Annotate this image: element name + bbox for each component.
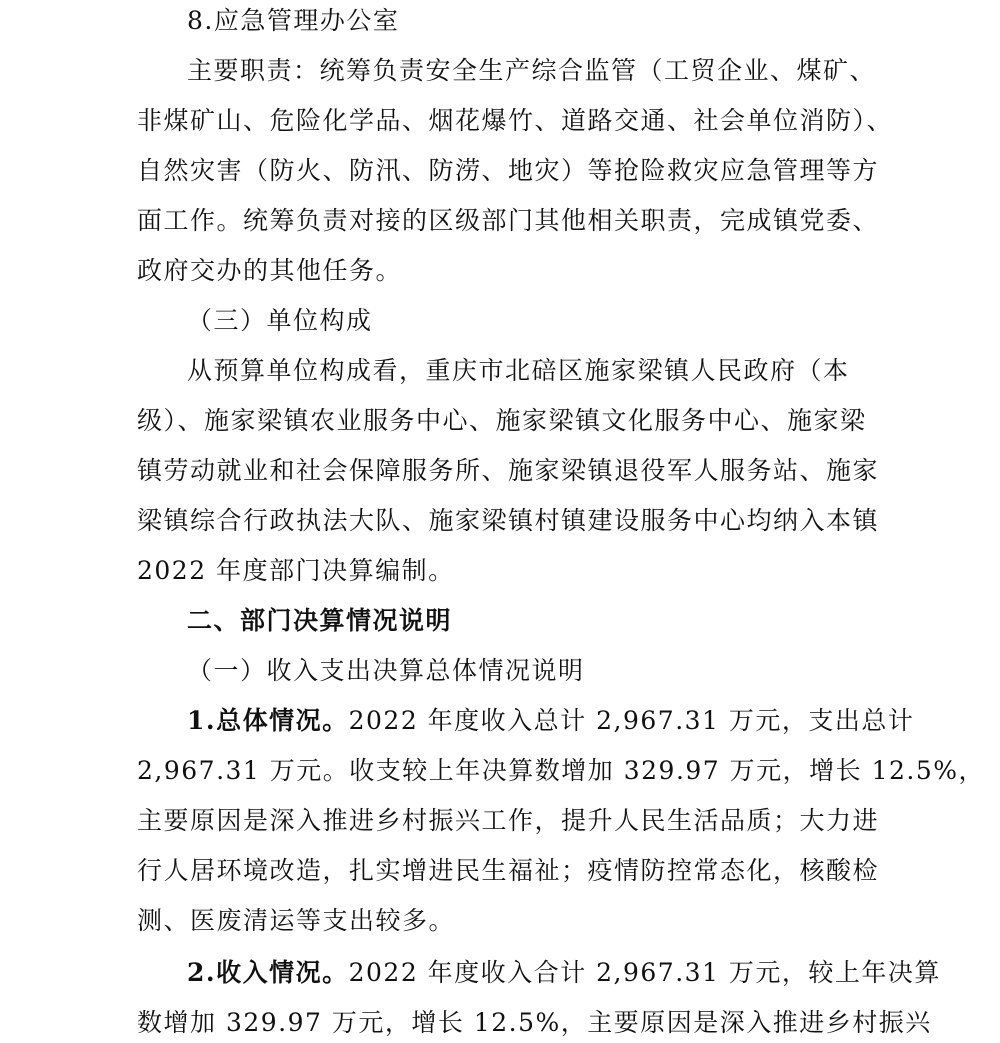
duties-line-3: 自然灾害（防火、防汛、防涝、地灾）等抢险救灾应急管理等方 [137, 156, 880, 185]
overall-situation-line-4: 行人居环境改造，扎实增进民生福祉；疫情防控常态化，核酸检 [137, 856, 880, 885]
unit-composition-line-1: 从预算单位构成看，重庆市北碚区施家梁镇人民政府（本 [187, 356, 850, 385]
income-situation-lead: 2.收入情况。 [187, 958, 349, 987]
unit-composition-line-4: 梁镇综合行政执法大队、施家梁镇村镇建设服务中心均纳入本镇 [137, 506, 880, 535]
duties-line-5: 政府交办的其他任务。 [137, 256, 403, 285]
income-situation-line-2: 数增加 329.97 万元，增长 12.5%，主要原因是深入推进乡村振兴 [137, 1008, 932, 1037]
duties-line-4: 面工作。统筹负责对接的区级部门其他相关职责，完成镇党委、 [137, 206, 880, 235]
income-expense-subheading: （一）收入支出决算总体情况说明 [187, 656, 585, 685]
part-2-heading: 二、部门决算情况说明 [187, 606, 453, 635]
income-situation-line-1 [187, 956, 941, 990]
overall-situation-line-1 [187, 704, 914, 738]
unit-composition-heading: （三）单位构成 [187, 306, 373, 335]
unit-composition-line-3: 镇劳动就业和社会保障服务所、施家梁镇退役军人服务站、施家 [137, 456, 880, 485]
overall-situation-line-3: 主要原因是深入推进乡村振兴工作，提升人民生活品质；大力进 [137, 806, 880, 835]
income-situation-first-text: 2022 年度收入合计 2,967.31 万元，较上年决算 [348, 958, 941, 987]
overall-situation-first-text: 2022 年度收入总计 2,967.31 万元，支出总计 [348, 706, 915, 735]
unit-composition-line-2: 级）、施家梁镇农业服务中心、施家梁镇文化服务中心、施家梁 [137, 406, 867, 435]
duties-line-2: 非煤矿山、危险化学品、烟花爆竹、道路交通、社会单位消防）、 [137, 106, 894, 135]
unit-composition-line-5: 2022 年度部门决算编制。 [137, 556, 455, 585]
section-8-title: 8.应急管理办公室 [187, 6, 400, 35]
overall-situation-line-5: 测、医废清运等支出较多。 [137, 906, 456, 935]
overall-situation-line-2: 2,967.31 万元。收支较上年决算数增加 329.97 万元，增长 12.5%， [137, 756, 986, 785]
overall-situation-lead: 1.总体情况。 [187, 706, 349, 735]
duties-line-1: 主要职责：统筹负责安全生产综合监管（工贸企业、煤矿、 [187, 56, 877, 85]
